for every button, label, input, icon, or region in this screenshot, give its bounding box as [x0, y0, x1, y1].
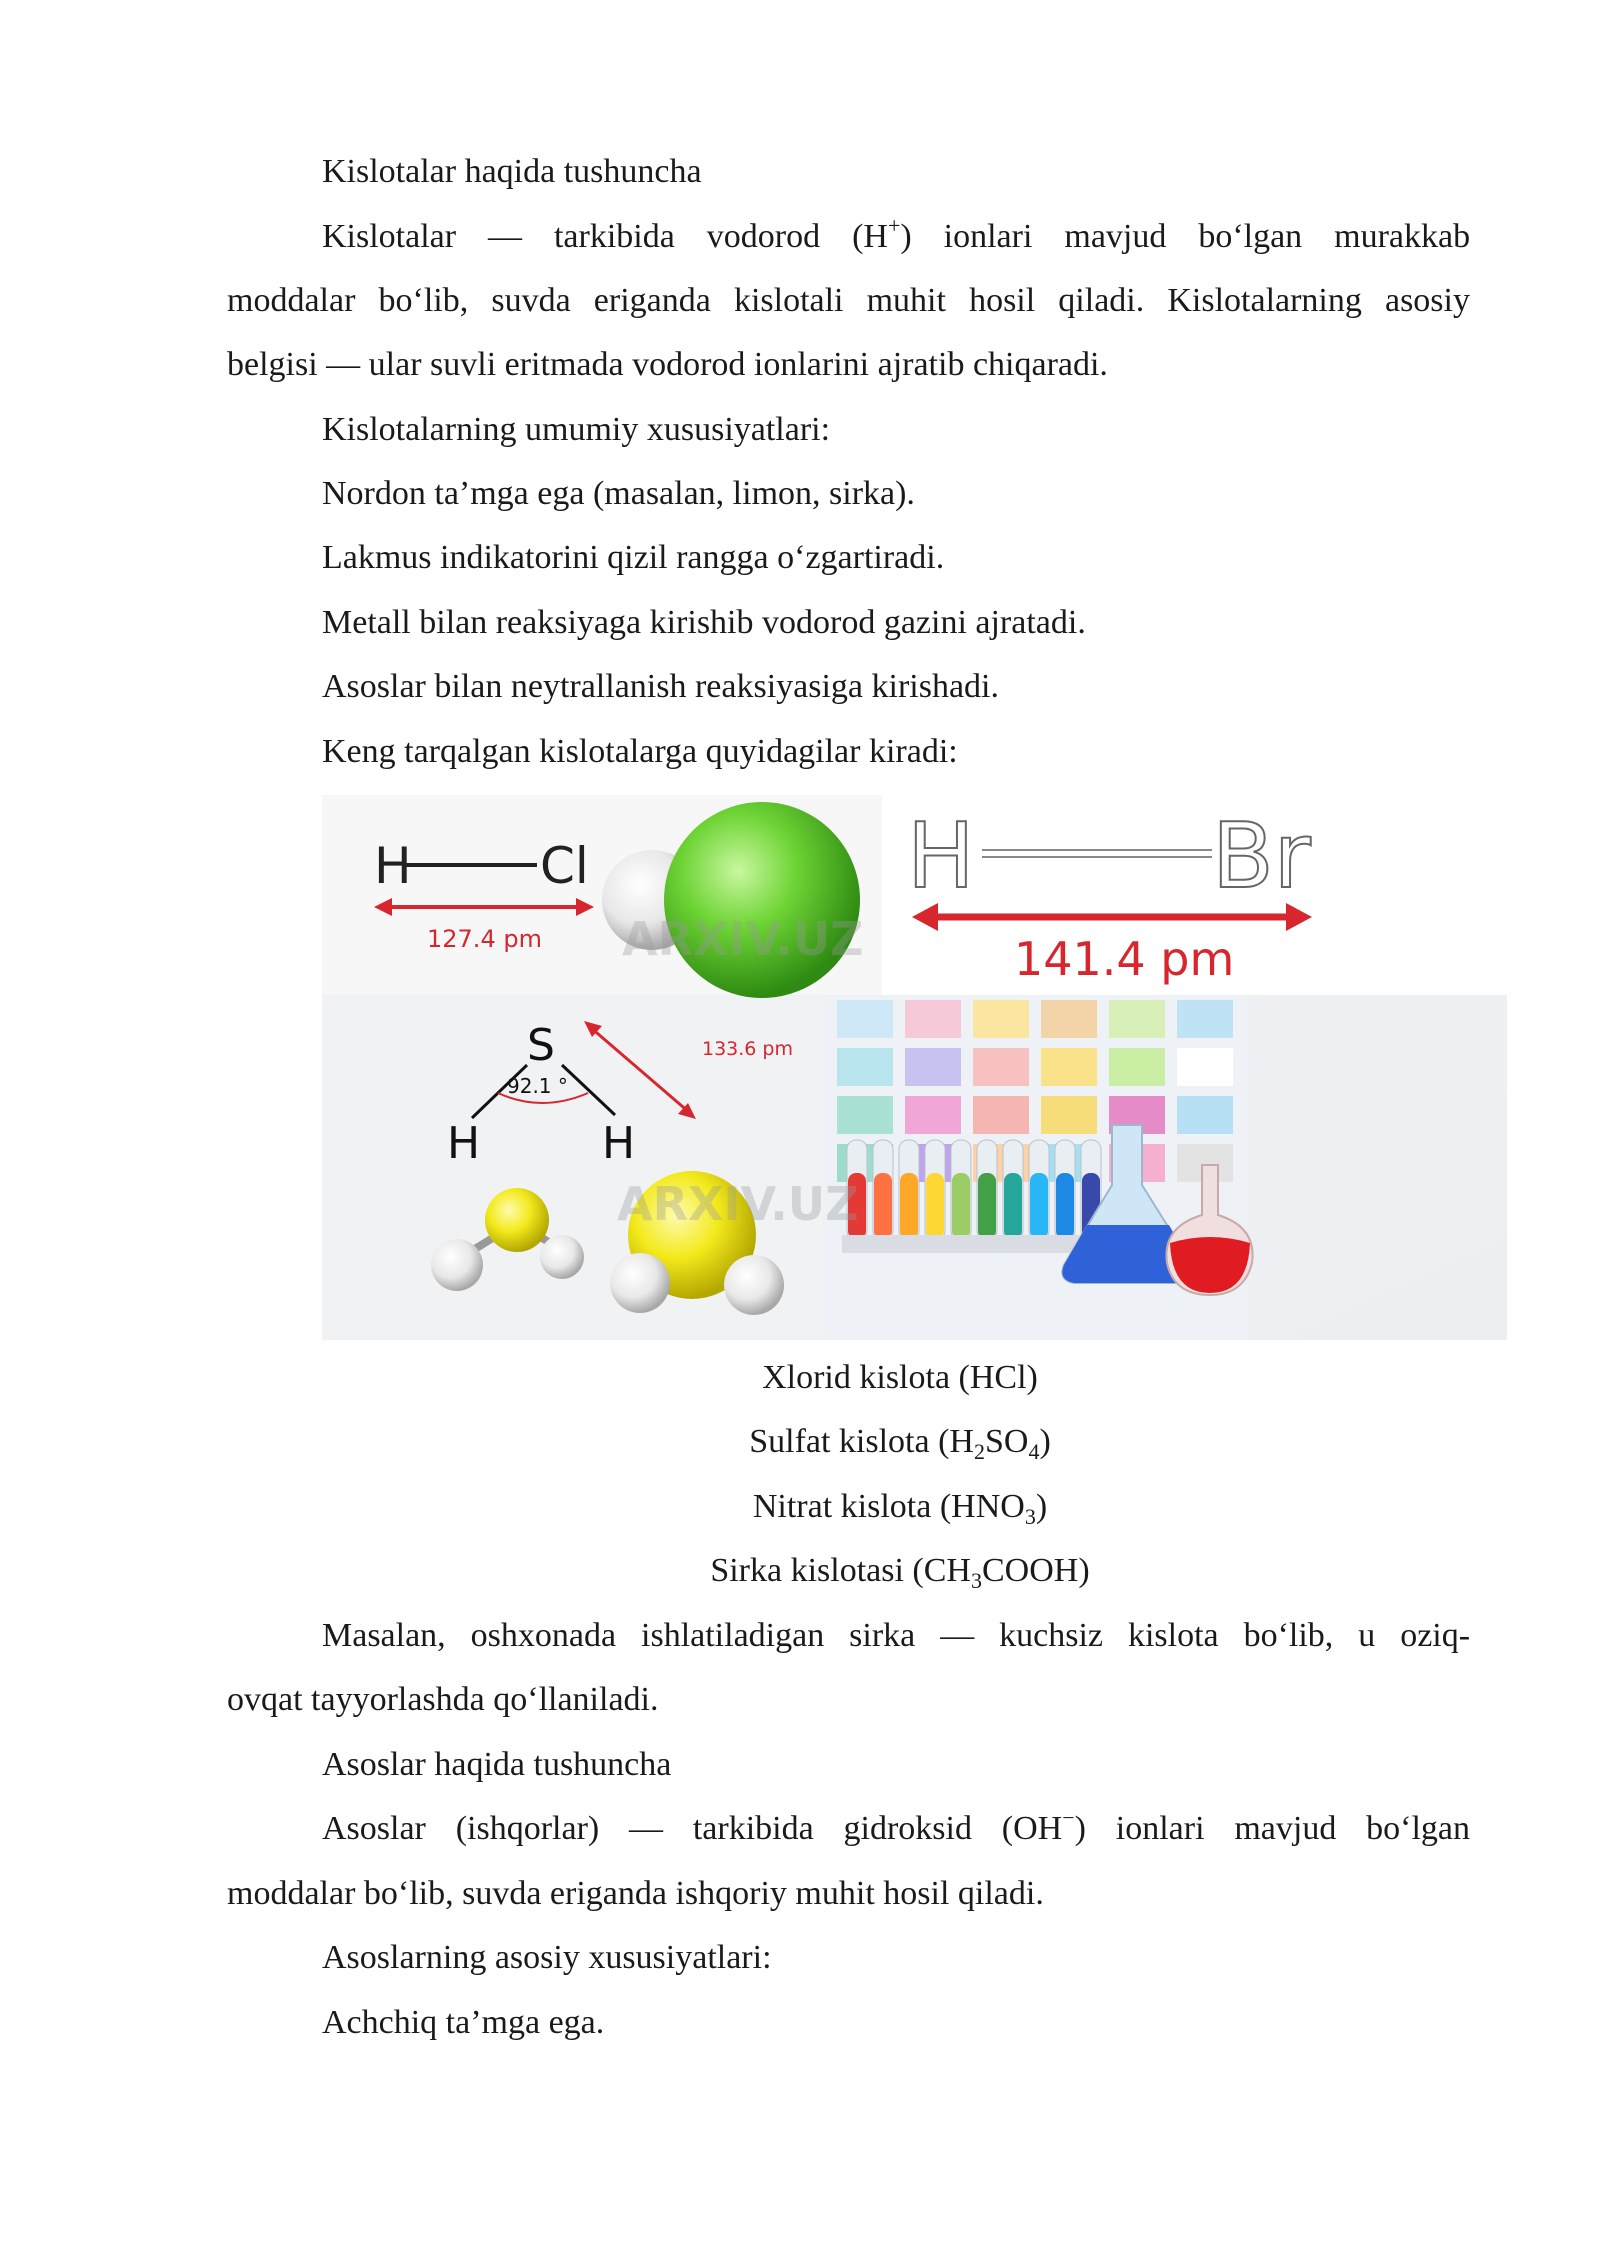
- hbr-h-label: H: [907, 804, 975, 909]
- indicator-chip: [1041, 1000, 1097, 1038]
- indicator-chip: [905, 1048, 961, 1086]
- h2s-s-label: S: [527, 1020, 555, 1071]
- test-tube-liquid: [900, 1173, 918, 1239]
- bases-properties-heading: Asoslarning asosiy xususiyatlari:: [322, 1939, 772, 1976]
- common-acids-intro: Keng tarqalgan kislotalarga quyidagilar kiradi:: [322, 733, 958, 770]
- hcl-length-label: 127.4 pm: [427, 925, 542, 953]
- hcl-chlorine-sphere: [664, 802, 860, 998]
- watermark-top: ARXIV.UZ: [622, 912, 864, 966]
- h2s-spacefill-h-left: [610, 1253, 670, 1313]
- h2s-ball-s: [485, 1188, 549, 1252]
- h2s-angle-label: 92.1 °: [507, 1074, 568, 1098]
- h2s-h-left-label: H: [447, 1118, 481, 1169]
- acids-illustration: [322, 795, 1507, 1340]
- acid-h2so4: Sulfat kislota $(H_2SO_4)$: [749, 1423, 1051, 1464]
- indicator-chip: [973, 1048, 1029, 1086]
- acid-hcl: Xlorid kislota (HCl): [762, 1359, 1038, 1396]
- test-tube-liquid: [1030, 1173, 1048, 1239]
- bases-definition-line1: Asoslar (ishqorlar) — tarkibida gidroksid (OH−) ionlari mavjud bo‘lgan: [322, 1805, 1470, 1847]
- example-line2: ovqat tayyorlashda qo‘llaniladi.: [227, 1681, 659, 1718]
- base-property-1: Achchiq ta’mga ega.: [322, 2004, 605, 2041]
- indicator-chip: [1109, 1048, 1165, 1086]
- section-heading-bases: Asoslar haqida tushuncha: [322, 1746, 672, 1783]
- example-line1: Masalan, oshxonada ishlatiladigan sirka — kuchsiz kislota bo‘lib, u oziq-: [322, 1617, 1471, 1654]
- indicator-chip: [905, 1000, 961, 1038]
- acids-definition-line1: Kislotalar — tarkibida vodorod (H+) ionlari mavjud bo‘lgan murakkab: [322, 213, 1471, 255]
- h2s-ball-h-left: [431, 1239, 483, 1291]
- h2s-ball-h-right: [540, 1235, 584, 1279]
- indicator-chip: [1177, 1048, 1233, 1086]
- acids-properties-heading: Kislotalarning umumiy xususiyatlari:: [322, 411, 831, 448]
- hcl-h-label: H: [374, 837, 412, 895]
- hcl-cl-label: Cl: [540, 837, 589, 895]
- test-tube-liquid: [926, 1173, 944, 1239]
- indicator-chip: [837, 1096, 893, 1134]
- acids-definition-line3: belgisi — ular suvli eritmada vodorod ionlarini ajratib chiqaradi.: [227, 346, 1108, 383]
- test-tube-liquid: [978, 1173, 996, 1239]
- acid-ch3cooh: Sirka kislotasi $(CH_3COOH)$: [710, 1552, 1090, 1593]
- h2s-spacefill-h-right: [724, 1255, 784, 1315]
- hbr-br-label: Br: [1212, 804, 1311, 909]
- indicator-chip: [973, 1096, 1029, 1134]
- bases-definition-line2: moddalar bo‘lib, suvda eriganda ishqoriy muhit hosil qiladi.: [227, 1875, 1044, 1912]
- h2s-h-right-label: H: [602, 1118, 636, 1169]
- indicator-chip: [905, 1096, 961, 1134]
- indicator-chip: [1041, 1048, 1097, 1086]
- h2s-length-label: 133.6 pm: [702, 1038, 794, 1060]
- indicator-chip: [837, 1048, 893, 1086]
- acid-hno3: Nitrat kislota $(HNO_3)$: [752, 1488, 1048, 1529]
- indicator-chip: [1177, 1096, 1233, 1134]
- acid-property-2: Lakmus indikatorini qizil rangga o‘zgartiradi.: [322, 539, 945, 576]
- section-heading-acids: Kislotalar haqida tushuncha: [322, 153, 702, 190]
- indicator-chip: [1109, 1000, 1165, 1038]
- acids-definition-line2: moddalar bo‘lib, suvda eriganda kislotali muhit hosil qiladi. Kislotalarning asosiy: [227, 282, 1470, 319]
- test-tube-liquid: [874, 1173, 892, 1239]
- hbr-length-label: 141.4 pm: [1014, 932, 1235, 986]
- indicator-chip: [1041, 1096, 1097, 1134]
- indicator-chip: [1177, 1000, 1233, 1038]
- acid-property-4: Asoslar bilan neytrallanish reaksiyasiga kirishadi.: [322, 668, 999, 705]
- indicator-chip: [973, 1000, 1029, 1038]
- indicator-chip: [837, 1000, 893, 1038]
- test-tube-liquid: [952, 1173, 970, 1239]
- watermark-bottom: ARXIV.UZ: [617, 1177, 859, 1231]
- acid-property-3: Metall bilan reaksiyaga kirishib vodorod gazini ajratadi.: [322, 604, 1086, 641]
- test-tube-liquid: [1004, 1173, 1022, 1239]
- test-tube-liquid: [1056, 1173, 1074, 1239]
- acid-property-1: Nordon ta’mga ega (masalan, limon, sirka).: [322, 475, 915, 512]
